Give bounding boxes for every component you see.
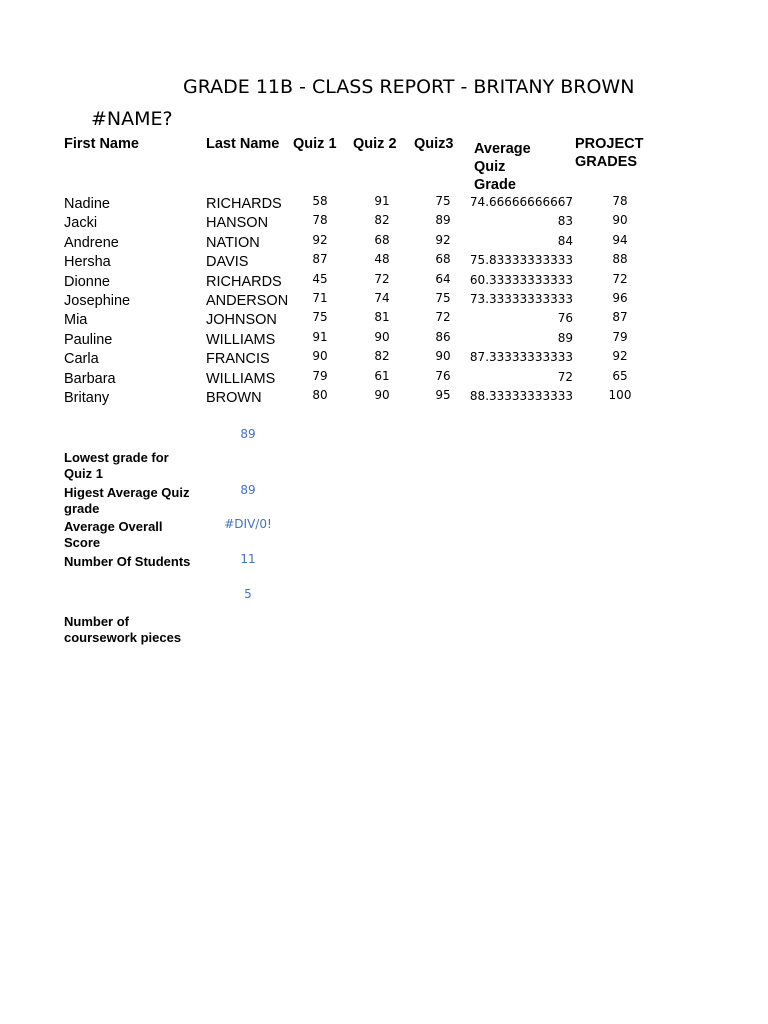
cell-q3: 95 xyxy=(435,388,451,402)
report-subtitle: #NAME? xyxy=(91,108,173,130)
cell-avg: 84 xyxy=(557,233,573,248)
cell-q3: 64 xyxy=(435,271,451,286)
cell-q1: 58 xyxy=(312,194,328,208)
cell-first: Nadine xyxy=(64,196,110,212)
cell-q3: 86 xyxy=(435,329,451,344)
cell-first: Jacki xyxy=(64,215,98,232)
cell-last: DAVIS xyxy=(206,254,249,271)
cell-q2: 81 xyxy=(374,310,390,325)
cell-avg: 74.66666666667 xyxy=(469,195,573,209)
coursework-pieces-label: Number of coursework pieces xyxy=(64,614,182,645)
cell-avg: 72 xyxy=(557,369,573,384)
cell-proj: 94 xyxy=(612,232,628,247)
cell-q2: 90 xyxy=(374,388,390,402)
cell-avg: 88.33333333333 xyxy=(469,389,573,403)
cell-proj: 87 xyxy=(612,310,628,325)
report-title: GRADE 11B - CLASS REPORT - BRITANY BROWN xyxy=(183,76,635,98)
cell-proj: 100 xyxy=(608,388,632,402)
highest-average-label: Higest Average Quiz grade xyxy=(64,485,190,516)
header-last-name: Last Name xyxy=(206,136,280,152)
number-of-students-value: 11 xyxy=(240,552,256,566)
cell-q1: 45 xyxy=(312,271,328,286)
cell-last: JOHNSON xyxy=(206,312,277,329)
cell-q3: 75 xyxy=(435,291,451,305)
cell-avg: 89 xyxy=(557,330,573,345)
cell-proj: 79 xyxy=(612,329,628,344)
cell-q2: 74 xyxy=(374,291,390,305)
summary-value: 89 xyxy=(240,427,256,441)
cell-q2: 91 xyxy=(374,194,390,208)
cell-q1: 71 xyxy=(312,291,328,305)
cell-proj: 78 xyxy=(612,194,628,208)
cell-q1: 90 xyxy=(312,349,328,364)
cell-avg: 76 xyxy=(557,311,573,326)
cell-proj: 96 xyxy=(612,291,628,305)
cell-q2: 90 xyxy=(374,329,390,344)
cell-proj: 72 xyxy=(612,271,628,286)
cell-q3: 90 xyxy=(435,349,451,364)
cell-last: FRANCIS xyxy=(206,351,270,368)
cell-last: NATION xyxy=(206,234,260,251)
cell-first: Pauline xyxy=(64,331,113,348)
cell-q1: 75 xyxy=(312,310,328,325)
cell-proj: 92 xyxy=(612,349,628,364)
cell-q3: 72 xyxy=(435,310,451,325)
lowest-grade-label: Lowest grade for Quiz 1 xyxy=(64,450,169,481)
header-first-name: First Name xyxy=(64,136,139,152)
cell-q3: 92 xyxy=(435,232,451,247)
cell-q3: 75 xyxy=(435,194,451,208)
header-average: Average Quiz Grade xyxy=(474,141,531,193)
cell-proj: 90 xyxy=(612,213,628,228)
cell-q1: 91 xyxy=(312,329,328,344)
cell-avg: 75.83333333333 xyxy=(469,253,573,268)
cell-proj: 88 xyxy=(612,252,628,267)
highest-average-value: 89 xyxy=(240,483,256,497)
cell-last: ANDERSON xyxy=(206,293,289,309)
cell-q2: 68 xyxy=(374,232,390,247)
header-quiz2: Quiz 2 xyxy=(353,136,397,152)
header-quiz3: Quiz3 xyxy=(414,136,454,152)
cell-first: Dionne xyxy=(64,273,110,290)
cell-proj: 65 xyxy=(612,368,628,383)
cell-first: Mia xyxy=(64,312,88,329)
cell-q3: 68 xyxy=(435,252,451,267)
cell-q1: 92 xyxy=(312,232,328,247)
cell-last: BROWN xyxy=(206,390,262,406)
cell-q1: 87 xyxy=(312,252,328,267)
coursework-pieces-value: 5 xyxy=(244,587,252,601)
cell-last: RICHARDS xyxy=(206,273,282,290)
cell-q2: 61 xyxy=(374,368,390,383)
cell-q2: 48 xyxy=(374,252,390,267)
cell-first: Carla xyxy=(64,351,99,368)
cell-avg: 60.33333333333 xyxy=(469,272,573,287)
cell-q3: 89 xyxy=(435,213,451,228)
cell-q2: 82 xyxy=(374,213,390,228)
number-of-students-label: Number Of Students xyxy=(64,554,191,569)
cell-last: WILLIAMS xyxy=(206,370,276,387)
cell-last: RICHARDS xyxy=(206,196,282,212)
cell-first: Andrene xyxy=(64,234,119,251)
cell-q3: 76 xyxy=(435,368,451,383)
cell-q1: 78 xyxy=(312,213,328,228)
cell-q1: 79 xyxy=(312,368,328,383)
cell-avg: 83 xyxy=(557,214,573,229)
average-overall-label: Average Overall Score xyxy=(64,519,163,550)
average-overall-value: #DIV/0! xyxy=(224,517,272,531)
header-project: PROJECT GRADES xyxy=(575,136,644,170)
cell-last: WILLIAMS xyxy=(206,331,276,348)
header-quiz1: Quiz 1 xyxy=(293,136,337,152)
cell-first: Josephine xyxy=(64,293,131,309)
cell-first: Hersha xyxy=(64,254,111,271)
cell-avg: 73.33333333333 xyxy=(469,292,573,306)
cell-last: HANSON xyxy=(206,215,269,232)
cell-avg: 87.33333333333 xyxy=(469,350,573,365)
cell-q1: 80 xyxy=(312,388,328,402)
cell-first: Britany xyxy=(64,390,110,406)
cell-first: Barbara xyxy=(64,370,116,387)
cell-q2: 82 xyxy=(374,349,390,364)
cell-q2: 72 xyxy=(374,271,390,286)
